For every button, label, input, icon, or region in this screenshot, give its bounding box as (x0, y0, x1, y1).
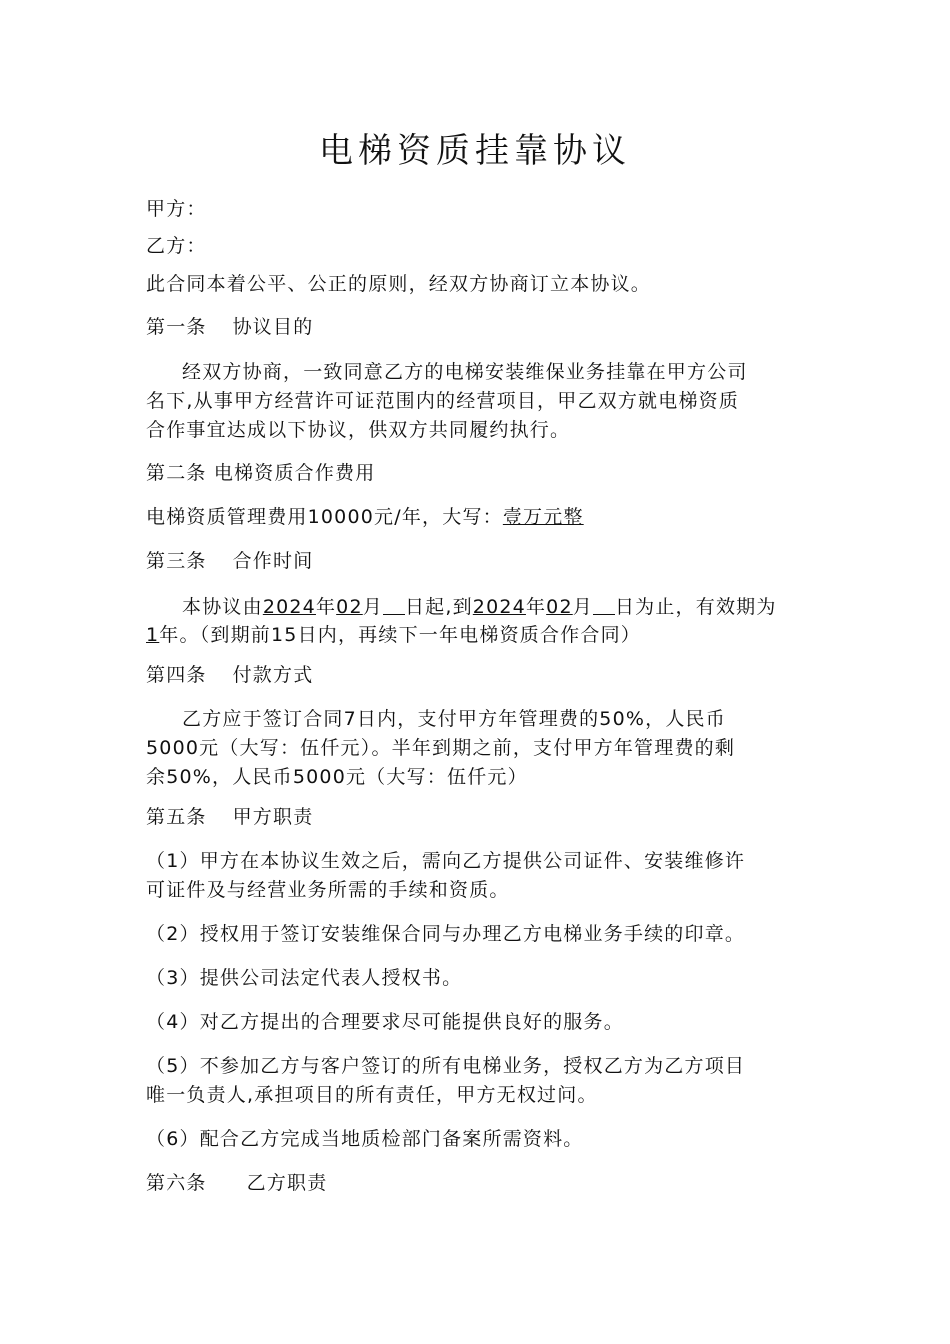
article-5-item: （1）甲方在本协议生效之后，需向乙方提供公司证件、安装维修许 (146, 850, 746, 872)
article-4-line: 乙方应于签订合同7日内，支付甲方年管理费的50%，人民币 (182, 708, 726, 730)
article-5-item: （2）授权用于签订安装维保合同与办理乙方电梯业务手续的印章。 (146, 923, 746, 945)
article-3-term-line-2: 1年。（到期前15日内，再续下一年电梯资质合作合同） (146, 624, 641, 646)
party-a-label: 甲方： (146, 198, 207, 220)
article-4-line: 5000元（大写：伍仟元）。半年到期之前，支付甲方年管理费的剩 (146, 737, 736, 759)
article-4-line: 余50%，人民币5000元（大写：伍仟元） (146, 766, 528, 788)
article-2-heading: 第二条 电梯资质合作费用 (146, 462, 376, 484)
article-1-line: 合作事宜达成以下协议，供双方共同履约执行。 (146, 419, 571, 441)
intro-paragraph: 此合同本着公平、公正的原则，经双方协商订立本协议。 (146, 273, 652, 295)
article-1-line: 经双方协商，一致同意乙方的电梯安装维保业务挂靠在甲方公司 (182, 361, 748, 383)
article-6-heading: 第六条 乙方职责 (146, 1172, 328, 1194)
article-4-heading: 第四条 付款方式 (146, 664, 314, 686)
article-1-heading: 第一条 协议目的 (146, 316, 314, 338)
article-5-item: （6）配合乙方完成当地质检部门备案所需资料。 (146, 1128, 584, 1150)
article-5-item: （3）提供公司法定代表人授权书。 (146, 967, 463, 989)
article-5-item: （5）不参加乙方与客户签订的所有电梯业务，授权乙方为乙方项目 (146, 1055, 746, 1077)
article-5-item: 可证件及与经营业务所需的手续和资质。 (146, 879, 510, 901)
party-b-label: 乙方： (146, 235, 207, 257)
article-5-item: （4）对乙方提出的合理要求尽可能提供良好的服务。 (146, 1011, 624, 1033)
article-5-heading: 第五条 甲方职责 (146, 806, 314, 828)
article-3-term-line: 本协议由2024年02月 日起,到2024年02月 日为止，有效期为 (182, 596, 777, 618)
article-3-heading: 第三条 合作时间 (146, 550, 314, 572)
document-title: 电梯资质挂靠协议 (319, 131, 631, 171)
start-day-blank (383, 597, 405, 615)
end-day-blank (593, 597, 615, 615)
article-1-line: 名下,从事甲方经营许可证范围内的经营项目，甲乙双方就电梯资质 (146, 390, 740, 412)
fee-in-words: 壹万元整 (502, 506, 584, 528)
article-2-fee: 电梯资质管理费用10000元/年，大写：壹万元整 (146, 506, 584, 528)
article-5-item: 唯一负责人,承担项目的所有责任，甲方无权过问。 (146, 1084, 598, 1106)
